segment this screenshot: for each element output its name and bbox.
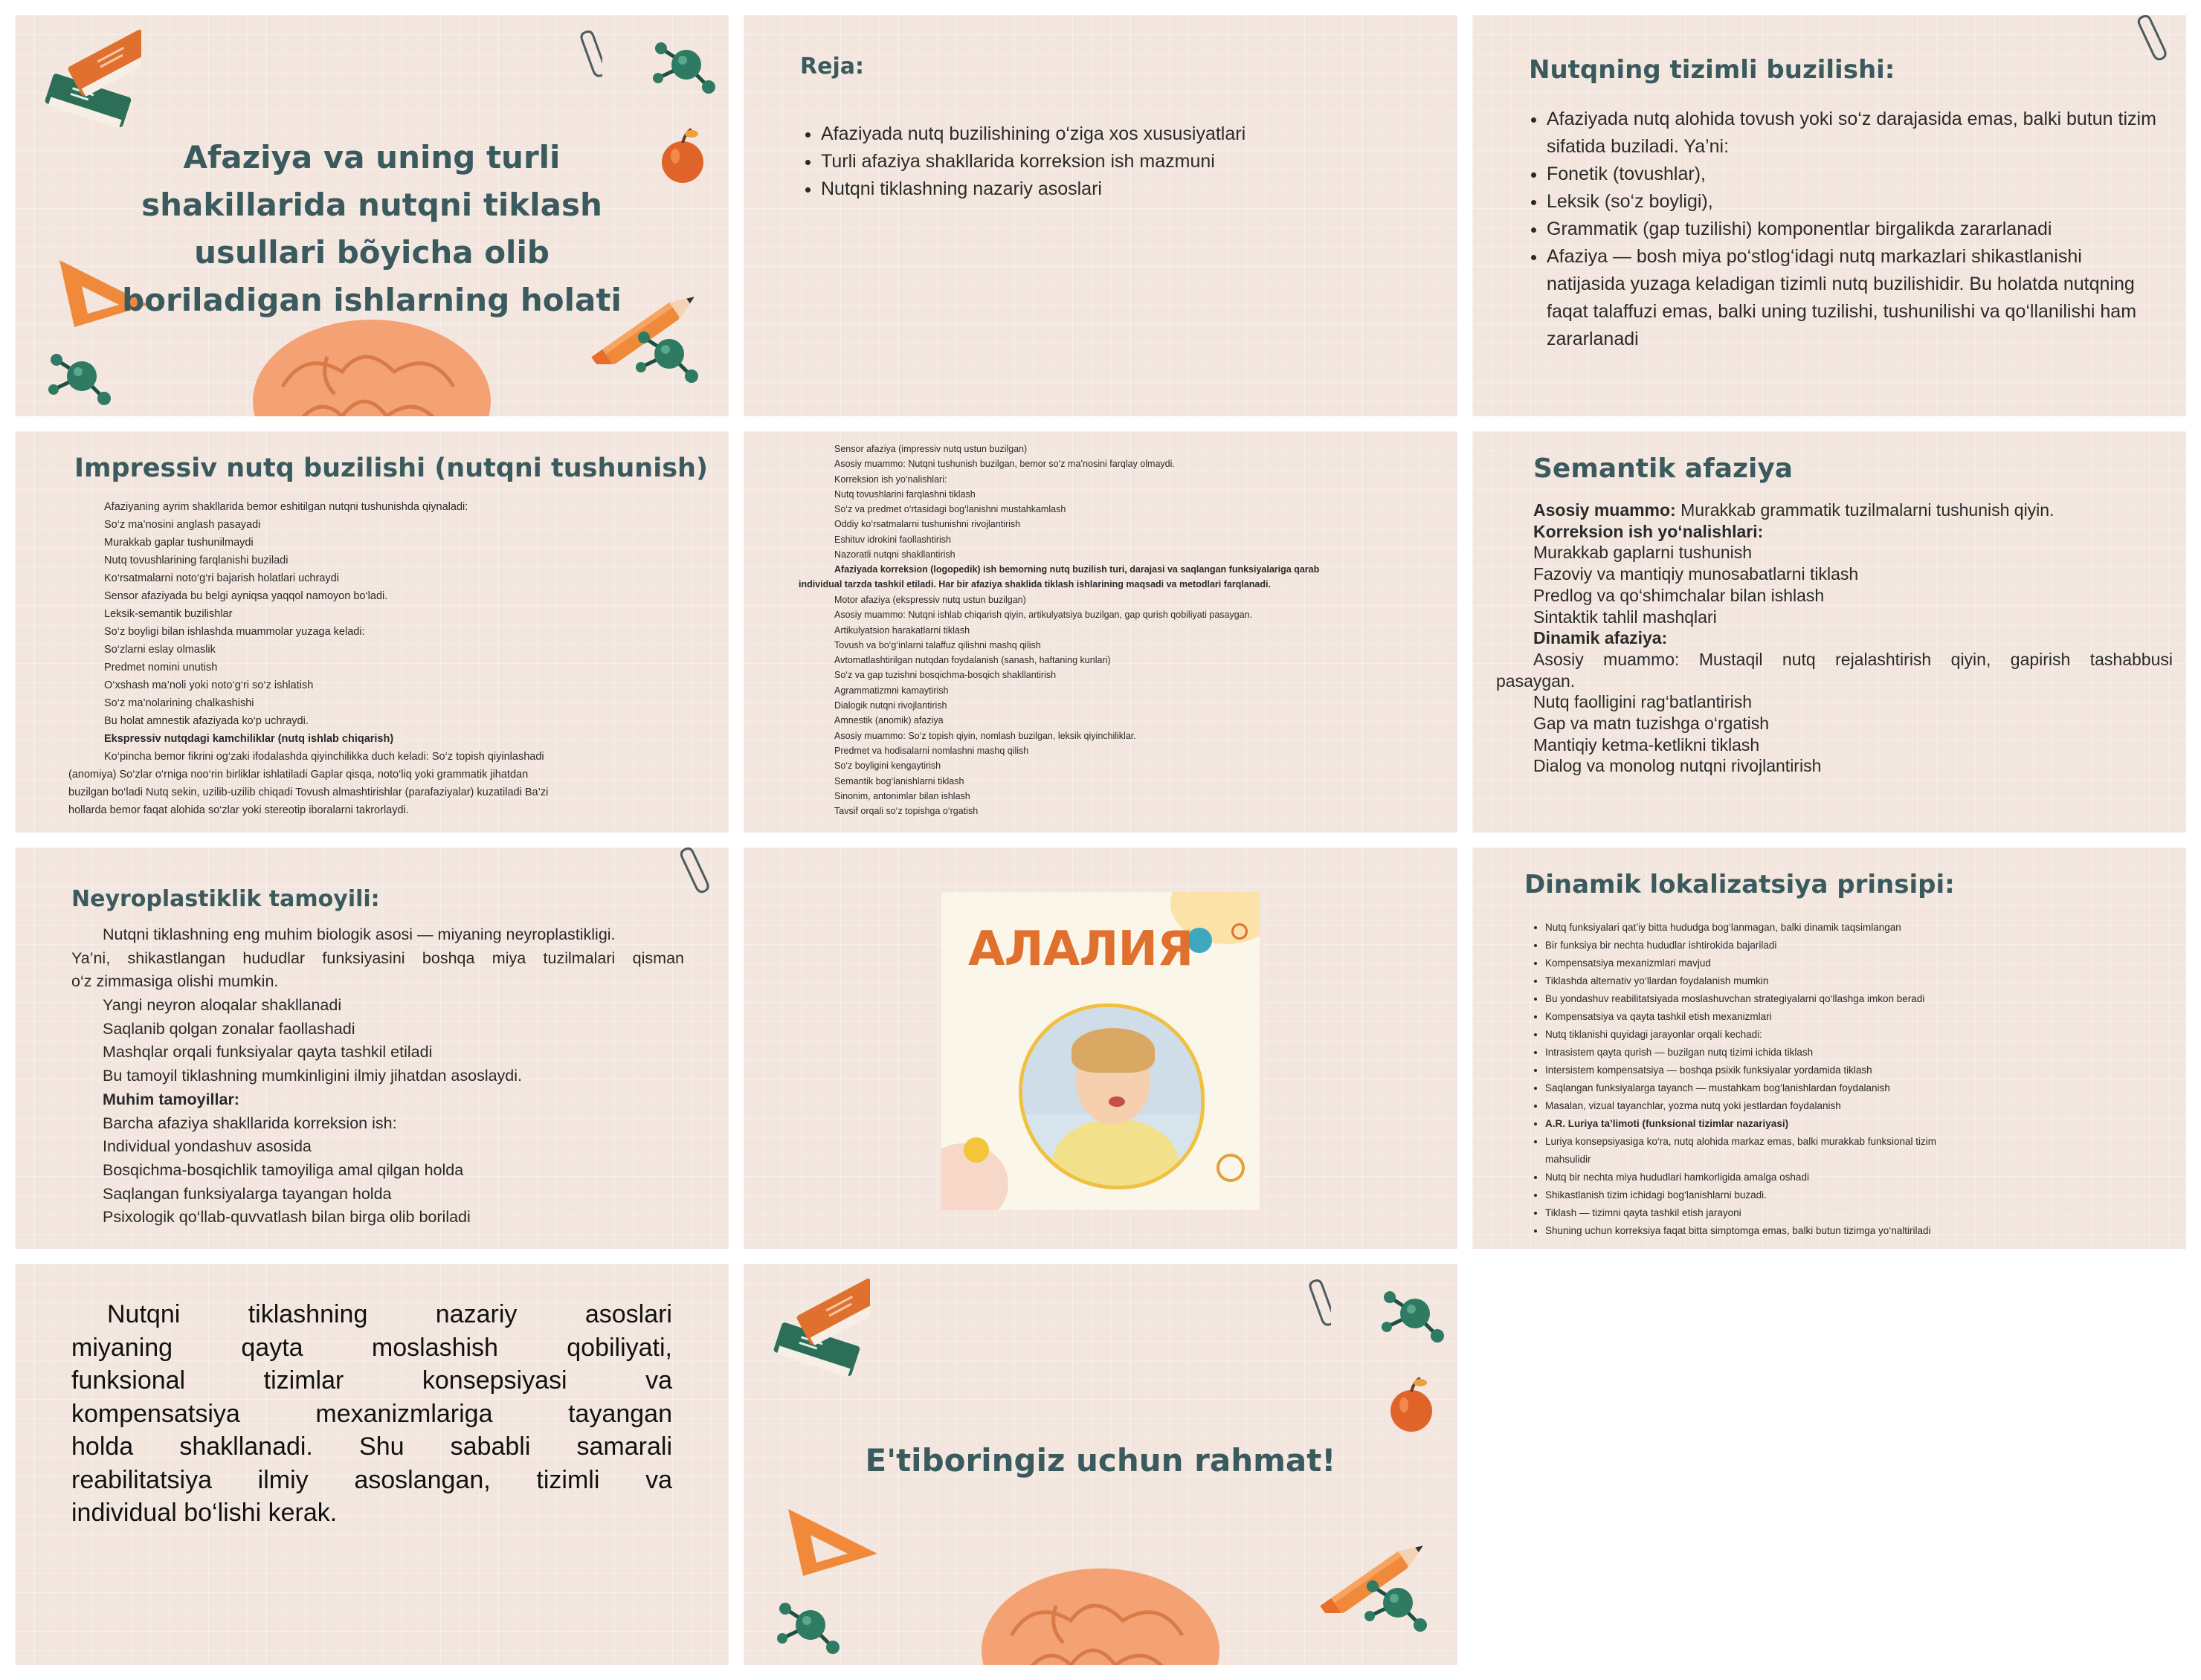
text-line: Predmet va hodisalarni nomlashni mashq qilish: [834, 745, 1029, 756]
item-text: Luriya konsepsiyasiga ko‘ra, nutq alohida markaz emas, balki murakkab funksional tizim: [1545, 1136, 1936, 1147]
text-line: hollarda bemor faqat alohida so‘zlar yoki stereotip iboralarni takrorlaydi.: [68, 804, 409, 816]
text-line: Asosiy muammo: Nutqni ishlab chiqarish qiyin, artikulyatsiya buzilgan, gap qurish qobiliyati pasaygan.: [834, 610, 1253, 621]
text-line: Artikulyatsion harakatlarni tiklash: [834, 624, 970, 636]
bold-line: Ekspressiv nutqdagi kamchiliklar (nutq ishlab chiqarish): [104, 733, 394, 745]
list-item: Fazoviy va mantiqiy munosabatlarni tiklash: [1533, 564, 1859, 584]
title-line: boriladigan ishlarning holati: [122, 282, 622, 318]
slide-1-title-text: [112, 134, 632, 324]
slide-9-localization[interactable]: [1472, 847, 2186, 1249]
text-line: Nazoratli nutqni shakllantirish: [834, 549, 956, 560]
list-item: • Shuning uchun korreksiya faqat bitta simptomga emas, balki butun tizimga yo‘naltiriladi: [1545, 1222, 2155, 1240]
slide-10-conclusion[interactable]: [15, 1264, 729, 1665]
text-line: Motor afaziya (ekspressiv nutq ustun buzilgan): [834, 595, 1026, 605]
paperclip-icon: [2127, 15, 2171, 74]
ring-decor: [1216, 1154, 1245, 1182]
text-line: Tavsif orqali so‘z topishga o‘rgatish: [834, 806, 979, 817]
molecule-icon: [758, 1583, 848, 1665]
text-line: Nutqni tiklashning eng muhim biologik asosi — miyaning neyroplastikligi.: [103, 925, 616, 943]
alalia-title: АЛАЛИЯ: [968, 922, 1193, 977]
motor-lines: [834, 592, 1252, 818]
list-item: Gap va matn tuzishga o‘rgatish: [1533, 714, 1770, 734]
list-item: Murakkab gaplarni tushunish: [1533, 543, 1753, 563]
problem-line: [1533, 500, 2173, 521]
list-item: • Intrasistem qayta qurish — buzilgan nutq tizimi ichida tiklash: [1545, 1044, 2155, 1062]
neuro-paragraph: [71, 923, 684, 994]
list-item: • Tiklashda alternativ yo‘llardan foydalanish mumkin: [1545, 972, 2155, 990]
text-line: kompensatsiya mexanizmlariga tayangan: [71, 1399, 672, 1428]
list-item: Mashqlar orqali funksiyalar qayta tashkil etiladi: [103, 1043, 433, 1062]
text-line: So‘z va predmet o‘rtasidagi bog‘lanishni mustahkamlash: [834, 504, 1066, 515]
semantic-content: [1496, 500, 2173, 777]
text-line: holda shakllanadi. Shu sababli samarali: [71, 1432, 672, 1461]
list-item: • Masalan, vizual tayanchlar, yozma nutq yoki jestlardan foydalanish: [1545, 1097, 2155, 1115]
list-item: • Nutq bir nechta miya hududlari hamkorligida amalga oshadi: [1545, 1169, 2155, 1186]
slide-6-semantic[interactable]: [1472, 431, 2186, 833]
dynamic-line: pasaygan.: [1496, 671, 1576, 691]
bold-label: Muhim tamoyillar:: [103, 1090, 239, 1108]
text-line: funksional tizimlar konsepsiyasi va: [71, 1366, 672, 1395]
text-line: Murakkab gaplar tushunilmaydi: [104, 537, 254, 549]
list-item: Bosqichma-bosqichlik tamoyiliga amal qilgan holda: [103, 1160, 464, 1179]
paperclip-icon: [1301, 1279, 1331, 1338]
molecule-icon: [625, 312, 714, 401]
list-item: Bu tamoyil tiklashning mumkinligini ilmiy jihatdan asoslaydi.: [103, 1067, 523, 1085]
directions-label: Korreksion ish yo‘nalishlari:: [1533, 521, 1764, 541]
localization-list: [1527, 919, 2155, 1240]
text-line: O‘xshash ma’noli yoki noto‘g‘ri so‘z ishlatish: [104, 679, 314, 691]
text-line: Ko‘pincha bemor fikrini og‘zaki ifodalashda qiyinchilikka duch keladi: So‘z topish qiyinlashadi: [104, 751, 544, 763]
list-item: • Nutqni tiklashning nazariy asoslari: [821, 175, 1245, 203]
text-line: Avtomatlashtirilgan nutqdan foydalanish (sanash, haftaning kunlari): [834, 655, 1111, 666]
text-line: reabilitatsiya ilmiy asoslangan, tizimli va: [71, 1465, 672, 1494]
list-item: • Afaziyada nutq alohida tovush yoki so‘z darajasida emas, balki butun tizim sifatida buziladi. Ya’ni:: [1547, 106, 2156, 161]
text-line: Amnestik (anomik) afaziya: [834, 715, 944, 726]
list-item: • Grammatik (gap tuzilishi) komponentlar birgalikda zararlanadi: [1547, 216, 2156, 243]
text-line: individual tarzda tashkil etiladi. Har bir afaziya shaklida tiklash ishlarining maqsadi va metodlari farqlanadi.: [799, 579, 1271, 590]
list-item: Individual yondashuv asosida: [103, 1137, 312, 1156]
list-item: • Afaziyada nutq buzilishining o‘ziga xos xususiyatlari: [821, 120, 1245, 148]
text-line: So‘zlarni eslay olmaslik: [104, 644, 216, 656]
list-item: • Leksik (so‘z boyligi),: [1547, 188, 2156, 216]
slide-11-thanks[interactable]: [744, 1264, 1457, 1665]
paperclip-icon: [573, 30, 602, 89]
text-line: Korreksion ish yo‘nalishlari:: [834, 474, 947, 485]
slide-title: Nutqning tizimli buzilishi:: [1529, 55, 1895, 85]
ruler-triangle-icon: [781, 1502, 892, 1591]
list-item: • Kompensatsiya va qayta tashkil etish mexanizmlari: [1545, 1008, 2155, 1026]
list-item: • Bu yondashuv reabilitatsiyada moslashuvchan strategiyalarni qo‘llashga imkon beradi: [1545, 990, 2155, 1008]
list-item: • Shikastlanish tizim ichidagi bog‘lanishlarni buzadi.: [1545, 1186, 2155, 1204]
text-line: So‘z boyligi bilan ishlashda muammolar yuzaga keladi:: [104, 626, 365, 638]
plan-list: [803, 120, 1245, 203]
list-item: Psixologik qo‘llab-quvvatlash bilan birga olib boriladi: [103, 1208, 471, 1227]
apple-icon: [654, 119, 714, 193]
text-line: (anomiya) So‘zlar o‘rniga noo‘rin birliklar ishlatiladi Gaplar qisqa, noto‘liq yoki grammatik jihatdan: [68, 769, 529, 781]
slide-3-systemic[interactable]: [1472, 15, 2186, 416]
text-line: Oddiy ko‘rsatmalarni tushunishni rivojlantirish: [834, 519, 1021, 530]
text-line: Sensor afaziyada bu belgi ayniqsa yaqqol namoyon bo‘ladi.: [104, 590, 388, 602]
list-item: • Fonetik (tovushlar),: [1547, 161, 2156, 188]
title-line: shakillarida nutqni tiklash: [141, 187, 602, 223]
molecule-icon: [30, 335, 119, 416]
text-line: Predmet nomini unutish: [104, 662, 218, 673]
list-item: Sintaktik tahlil mashqlari: [1533, 607, 1717, 627]
text-line: Afaziyada korreksion (logopedik) ish bemorning nutq buzilish turi, darajasi va saqlangan funksiyalariga qarab: [834, 564, 1320, 575]
slide-8-alalia[interactable]: [744, 847, 1457, 1249]
slide-4-impressive[interactable]: [15, 431, 729, 833]
list-item: Nutq faolligini rag‘batlantirish: [1533, 692, 1753, 712]
list-item: Saqlanib qolgan zonalar faollashadi: [103, 1019, 355, 1038]
text-line: Bu holat amnestik afaziyada ko‘p uchraydi.: [104, 715, 309, 727]
list-item: • Turli afaziya shakllarida korreksion ish mazmuni: [821, 148, 1245, 175]
conclusion-text: [71, 1298, 672, 1530]
text-line: buzilgan bo‘ladi Nutq sekin, uzilib-uzilib chiqadi Tovush almashtirishlar (parafaziyalar) kuzatiladi Ba’zi: [68, 786, 549, 798]
slide-5-aphasia-forms[interactable]: [744, 431, 1457, 833]
molecule-icon: [1379, 1282, 1446, 1349]
list-item: [1545, 1133, 2155, 1169]
systemic-list: [1529, 106, 2156, 353]
child-shirt: [1052, 1119, 1179, 1189]
molecule-icon: [1353, 1561, 1443, 1650]
text-line: Tovush va bo‘g‘inlarni talaffuz qilishni mashq qilish: [834, 639, 1041, 650]
list-item: • Afaziya — bosh miya po‘stlog‘idagi nutq markazlari shikastlanishi natijasida yuzaga keladigan tizimli nutq buzilishidir. Bu holatda nutqning faqat talaffuzi emas, balki uning tuzilishi, tushunilishi va qo‘llanilishi ham zararlanadi: [1547, 243, 2156, 353]
list-item: • Nutq funksiyalari qat’iy bitta hududga bog‘lanmagan, balki dinamik taqsimlangan: [1545, 919, 2155, 937]
paperclip-icon: [669, 847, 714, 907]
list-item: Barcha afaziya shakllarida korreksion ish:: [103, 1114, 397, 1132]
text-line: Ya’ni, shikastlangan hududlar funksiyasini boshqa miya tuzilmalari qisman: [71, 949, 684, 967]
text-line: Semantik bog‘lanishlarni tiklash: [834, 775, 964, 786]
item-continuation: mahsulidir: [1545, 1154, 1591, 1165]
slide-1-title[interactable]: [15, 15, 729, 416]
slide-title: Impressiv nutq buzilishi (nutqni tushunish): [74, 453, 708, 483]
text-line: Ko‘rsatmalarni noto‘g‘ri bajarish holatlari uchraydi: [104, 572, 339, 584]
text-line: Asosiy muammo: Nutqni tushunish buzilgan, bemor so‘z ma’nosini farqlay olmaydi.: [834, 459, 1175, 470]
text-line: So‘z ma’nolarining chalkashishi: [104, 697, 254, 709]
text-line: Nutq tovushlarining farqlanishi buziladi: [104, 555, 289, 566]
list-item: • Intersistem kompensatsiya — boshqa psixik funksiyalar yordamida tiklash: [1545, 1062, 2155, 1079]
label: Asosiy muammo:: [1533, 500, 1676, 520]
text-line: Nutq tovushlarini farqlashni tiklash: [834, 488, 976, 500]
text-line: Eshituv idrokini faollashtirish: [834, 534, 952, 545]
text-line: miyaning qayta moslashish qobiliyati,: [71, 1333, 672, 1362]
text-line: So‘z boyligini kengaytirish: [834, 760, 941, 772]
slide-title: Dinamik lokalizatsiya prinsipi:: [1524, 870, 1955, 899]
slide-2-plan[interactable]: [744, 15, 1457, 416]
child-photo: [1019, 1004, 1205, 1189]
title-line: Afaziya va uning turli: [183, 139, 561, 175]
list-item: Saqlangan funksiyalarga tayangan holda: [103, 1184, 392, 1203]
slide-title: Neyroplastiklik tamoyili:: [71, 886, 380, 912]
text: Murakkab grammatik tuzilmalarni tushunish qiyin.: [1675, 500, 2055, 520]
list-item: Mantiqiy ketma-ketlikni tiklash: [1533, 734, 1760, 755]
list-item: • Bir funksiya bir nechta hududlar ishtirokida bajariladi: [1545, 937, 2155, 954]
slide-title: Reja:: [800, 54, 864, 80]
text-line: Asosiy muammo: So‘z topish qiyin, nomlash buzilgan, leksik qiyinchiliklar.: [834, 730, 1136, 741]
book-stack-icon: [766, 1279, 870, 1405]
text-line: Agrammatizmni kamaytirish: [834, 685, 949, 696]
list-item: • Kompensatsiya mexanizmlari mavjud: [1545, 954, 2155, 972]
list-item: Dialog va monolog nutqni rivojlantirish: [1533, 756, 1822, 776]
molecule-icon: [651, 33, 718, 100]
neuro-lists: [103, 994, 522, 1230]
list-item: Predlog va qo‘shimchalar bilan ishlash: [1533, 585, 1825, 605]
intro-bold: [799, 562, 1319, 592]
impressive-lines: [104, 498, 468, 748]
brain-icon: [952, 1546, 1249, 1665]
sensor-lines: [834, 442, 1175, 562]
text-line: So‘z va gap tuzishni bosqichma-bosqich shakllantirish: [834, 670, 1057, 681]
dynamic-line: Asosiy muammo: Mustaqil nutq rejalashtirish qiyin, gapirish tashabbusi: [1533, 649, 2173, 669]
dot-decor: [964, 1137, 989, 1163]
text-line: Sinonim, antonimlar bilan ishlash: [834, 790, 970, 801]
list-item: • Tiklash — tizimni qayta tashkil etish jarayoni: [1545, 1204, 2155, 1222]
list-item: • Nutq tiklanishi quyidagi jarayonlar orqali kechadi:: [1545, 1026, 2155, 1044]
text-line: Nutqni tiklashning nazariy asoslari: [107, 1300, 672, 1328]
title-line: usullari bõyicha olib: [194, 234, 550, 271]
list-item: Yangi neyron aloqalar shakllanadi: [103, 996, 342, 1014]
slide-title: Semantik afaziya: [1533, 453, 1794, 484]
alalia-card: [941, 892, 1260, 1210]
thanks-title: E'tiboringiz uchun rahmat!: [865, 1442, 1336, 1479]
slide-7-neuroplasticity[interactable]: [15, 847, 729, 1249]
list-item: • Saqlangan funksiyalarga tayanch — mustahkam bog‘lanishlardan foydalanish: [1545, 1079, 2155, 1097]
child-hair: [1072, 1028, 1155, 1073]
text-line: Dialogik nutqni rivojlantirish: [834, 700, 947, 711]
apple-icon: [1383, 1368, 1443, 1442]
text-line: individual bo‘lishi kerak.: [71, 1499, 338, 1527]
expressive-paragraph: [68, 748, 548, 819]
text-line: Leksik-semantik buzilishlar: [104, 608, 233, 620]
text-line: Sensor afaziya (impressiv nutq ustun buzilgan): [834, 444, 1028, 454]
ring-decor: [1231, 923, 1248, 940]
text-line: Afaziyaning ayrim shakllarida bemor eshitilgan nutqni tushunishda qiynaladi:: [104, 501, 468, 513]
dynamic-label: Dinamik afaziya:: [1533, 628, 1668, 648]
list-item: • A.R. Luriya ta’limoti (funksional tizimlar nazariyasi): [1545, 1115, 2155, 1133]
text-line: So‘z ma’nosini anglash pasayadi: [104, 519, 261, 531]
child-mouth: [1109, 1096, 1125, 1107]
text-line: o‘z zimmasiga olishi mumkin.: [71, 972, 279, 991]
